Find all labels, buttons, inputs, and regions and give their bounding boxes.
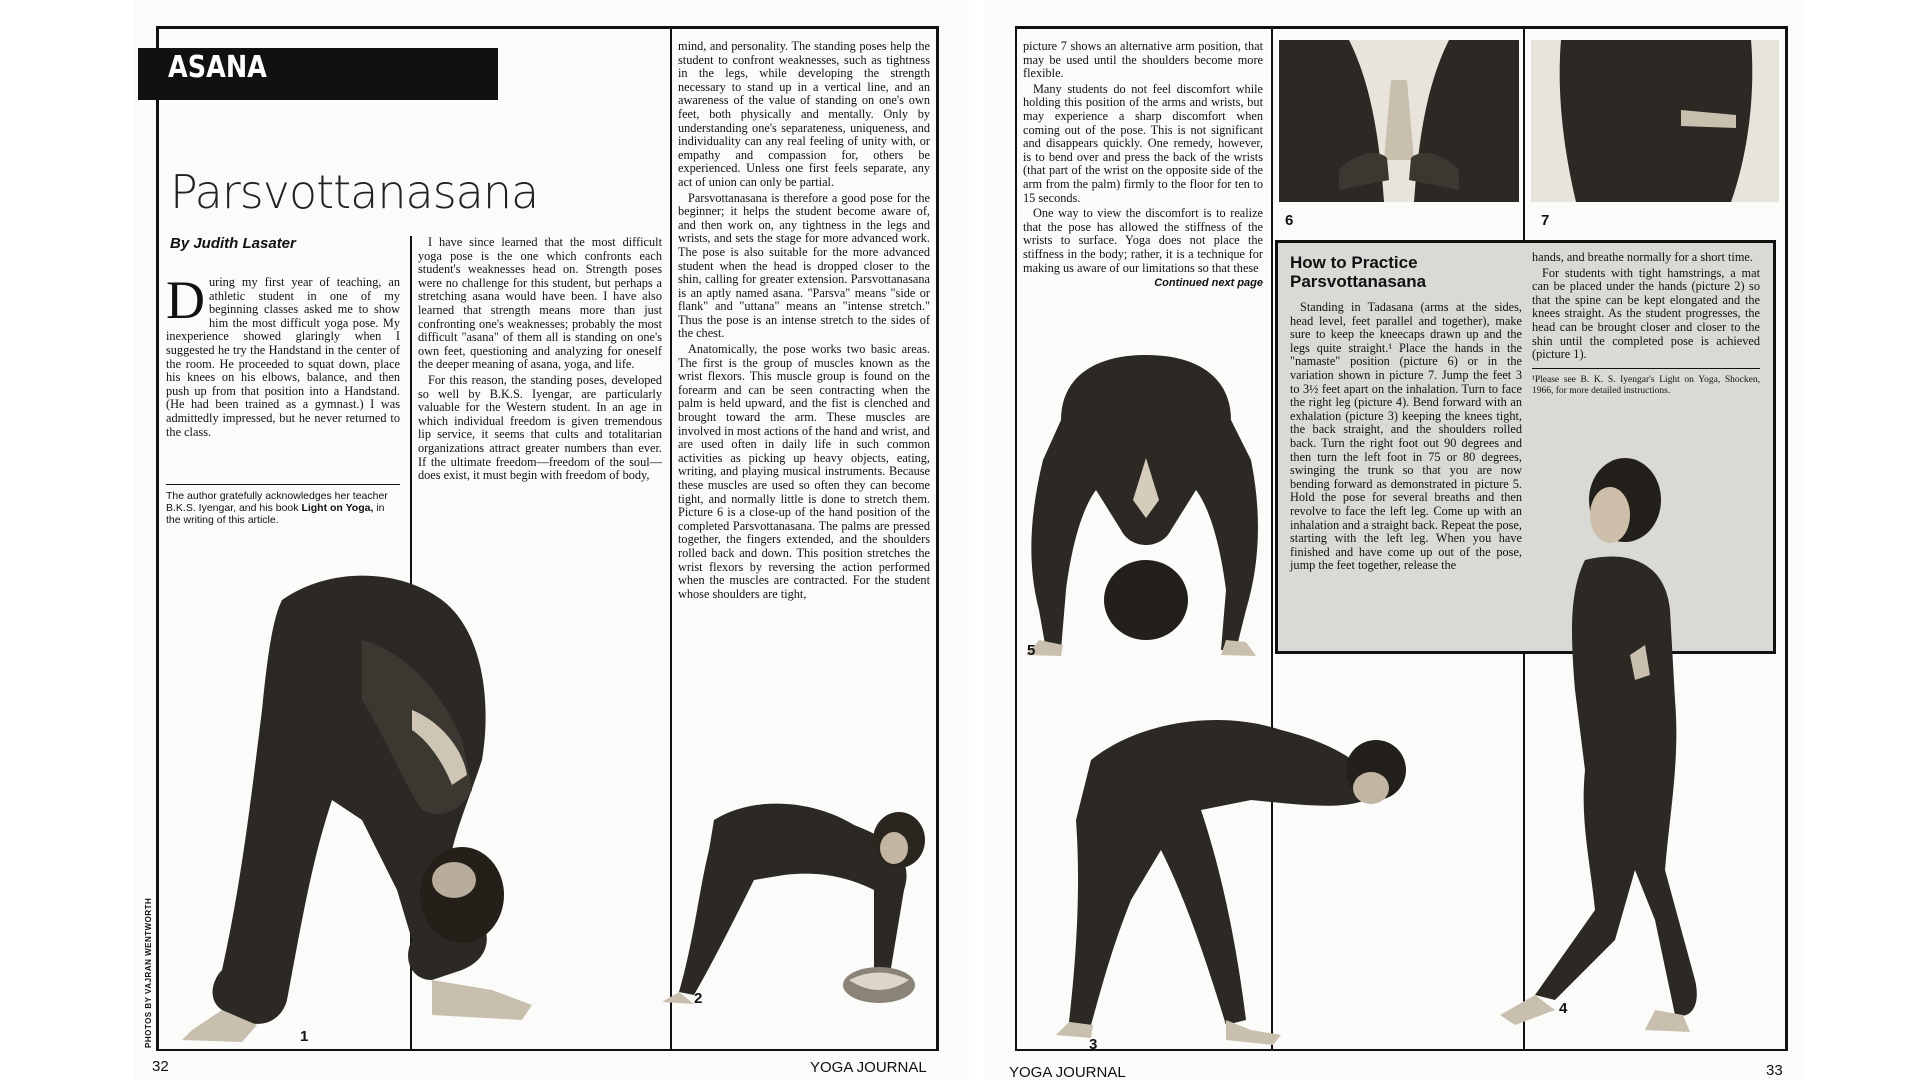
photo-figure-4	[1455, 440, 1785, 1040]
acknowledgement: The author gratefully acknowledges her teacher B.K.S. Iyengar, and his book Light on Yoga, in the writing of this article.	[166, 490, 388, 526]
box-column-2	[1532, 251, 1760, 397]
paragraph: For students with tight hamstrings, a mat can be placed under the hands (picture 2) so that the spine can be kept elongated and the knees straight. As the student progresses, the head can be brought closer and closer to the shin until the completed pose is achieved (picture 1).	[1532, 265, 1760, 362]
magazine-name: YOGA JOURNAL	[1009, 1064, 1126, 1080]
figure-number-3: 3	[1089, 1036, 1098, 1053]
column-1	[1023, 40, 1263, 291]
right-margin-rule	[1785, 26, 1788, 1051]
box-title: How to Practice Parsvottanasana	[1290, 253, 1427, 291]
article-title: Parsvottanasana	[170, 165, 539, 219]
column-1	[166, 270, 400, 441]
paragraph: picture 7 shows an alternative arm position, that may be used until the shoulders become more flexible.	[1023, 39, 1263, 81]
paragraph: Parsvottanasana is therefore a good pose for the beginner; it helps the student become aware of, and then work on, any tightness in the legs and wrists, and sets the stage for more advanced work. The pose is also suitable for the more advanced student when the head is dropped closer to the shin, calling for greater extension. Parsvottanasana is an aptly named asana. "Parsva" means "side or flank" and "uttana" means an "intense stretch." Thus the pose is an intense stretch to the sides of the chest.	[678, 190, 930, 341]
drop-cap: D	[166, 270, 205, 330]
top-rule	[158, 26, 938, 29]
photo-figure-7	[1531, 40, 1779, 202]
photo-figure-3	[1021, 700, 1416, 1045]
paragraph: Anatomically, the pose works two basic areas. The first is the group of muscles known as the wrist flexors. This muscle group is found on the forearm and can be seen contracting when the palm is held upward, and the fist is clenched and brought toward the arm. These muscles are involved in most actions of the hand and wrist, and are used often in daily life in such common activities as picking up heavy objects, eating, writing, and playing musical instruments. Because these muscles are used so often they can become tight, and normally little is done to stretch them. Picture 6 is a close-up of the hand position of the completed Parsvottanasana. The palms are pressed together, the fingers extended, and the shoulders rolled back and down. This position stretches the wrist flexors by reversing the action performed when the muscles are contracted. For the student whose shoulders are tight,	[678, 342, 930, 601]
footnote-rule	[1532, 368, 1760, 369]
paragraph: hands, and breathe normally for a short time.	[1532, 250, 1753, 264]
paragraph: One way to view the discomfort is to realize that the pose has allowed the stiffness of the wrists to surface. Yoga does not place the stiffness in the body; rather, it is a technique for making us aware of our limitations so that these	[1023, 206, 1263, 275]
column-2	[418, 236, 662, 485]
photo-figure-1	[162, 560, 662, 1050]
photo-figure-5	[1021, 350, 1269, 660]
right-page	[985, 0, 1805, 1080]
paragraph: Standing in Tadasana (arms at the sides, head level, feet parallel and together), make sure to keep the kneecaps drawn up and the legs quite straight.¹ Place the hands in the "namaste" position (picture 6) or in the variation shown in picture 7. Jump the feet 3 to 3½ feet apart on the inhalation. Turn to face the right leg (picture 4). Bend forward with an exhalation (picture 3) keeping the knees tight, the back straight, and the shoulders rolled back. Turn the right foot out 90 degrees and then turn the left foot in 75 or 80 degrees, swinging the trunk so that you are now bending forward as demonstrated in picture 5. Hold the pose for several breaths and then revolve to face the left leg. Come up with an inhalation and a straight back. Repeat the pose, starting with the left leg. When you have finished and have come up out of the pose, jump the feet together, release the	[1290, 300, 1522, 573]
figure-number-2: 2	[694, 990, 703, 1007]
book-title: Light on Yoga,	[301, 502, 374, 514]
photo-credit: PHOTOS BY VAJRAN WENTWORTH	[144, 897, 153, 1048]
top-rule	[1015, 26, 1787, 29]
column-rule-3	[1523, 26, 1525, 240]
photo-figure-6	[1279, 40, 1519, 202]
right-margin-rule	[936, 26, 939, 1051]
figure-number-5: 5	[1027, 642, 1036, 659]
paragraph: Many students do not feel discomfort while holding this position of the arms and wrists, but may experience a sharp discomfort when coming out of the pose. This is not significant and disappears quickly. One remedy, however, is to bend over and press the back of the wrists (that part of the wrist on the opposite side of the arm from the palm) firmly to the floor for ten to 15 seconds.	[1023, 81, 1263, 205]
figure-number-1: 1	[300, 1028, 309, 1045]
column-3	[678, 40, 930, 603]
bottom-rule	[1015, 1049, 1787, 1051]
byline: By Judith Lasater	[170, 235, 296, 252]
figure-number-6: 6	[1285, 212, 1294, 229]
footnote: ¹Please see B. K. S. Iyengar's Light on Yoga, Shocken, 1966, for more detailed instructions.	[1532, 374, 1760, 396]
paragraph: During my first year of teaching, an athletic student in one of my beginning classes asked me to show him the most difficult yoga pose. My inexperience showed glaringly when I suggested he try the Handstand in the center of the room. He proceeded to squat down, place his knees on his elbows, balance, and then push up from that position into a Handstand. (He had been trained as a gymnast.) I was admittedly impressed, but he never returned to the class.	[166, 270, 400, 439]
left-page	[134, 0, 969, 1080]
page-number: 32	[152, 1058, 169, 1075]
figure-number-4: 4	[1559, 1000, 1568, 1017]
paragraph: mind, and personality. The standing poses help the student to confront weaknesses, such as tightness in the legs, while developing the strength necessary to stand up in a vertical line, and an awareness of the value of standing on one's own feet, both physically and mentally. Only by understanding one's separateness, uniqueness, and individuality can any real feeling of unity with, or empathy and compassion for, others be experienced. Unless one first feels separate, any act of union can only be partial.	[678, 39, 930, 189]
paragraph: I have since learned that the most difficult yoga pose is the one which confronts each student's weaknesses head on. Strength poses were no challenge for this student, but perhaps a stretching asana would have been. I have also learned that strength means more than just confronting one's weaknesses; probably the most difficult "asana" of them all is standing on one's own feet, questioning and analyzing for oneself the deeper meaning of asana, yoga, and life.	[418, 235, 662, 372]
paragraph: For this reason, the standing poses, developed so well by B.K.S. Iyengar, are particularly valuable for the Western student. In an age in which individual freedom is given tremendous lip service, it seems that cults and totalitarian organizations attract greater numbers than ever. If the ultimate freedom—freedom of the soul—does exist, it must begin with freedom of body,	[418, 372, 662, 483]
page-number: 33	[1766, 1062, 1783, 1079]
section-label: ASANA	[168, 50, 267, 85]
photo-figure-2	[654, 780, 934, 1010]
magazine-name: YOGA JOURNAL	[810, 1059, 927, 1076]
left-margin-rule	[1015, 26, 1017, 1051]
left-margin-rule	[156, 26, 159, 1051]
continued-label: Continued next page	[1154, 277, 1263, 290]
ack-rule	[166, 484, 400, 485]
figure-number-7: 7	[1541, 212, 1550, 229]
